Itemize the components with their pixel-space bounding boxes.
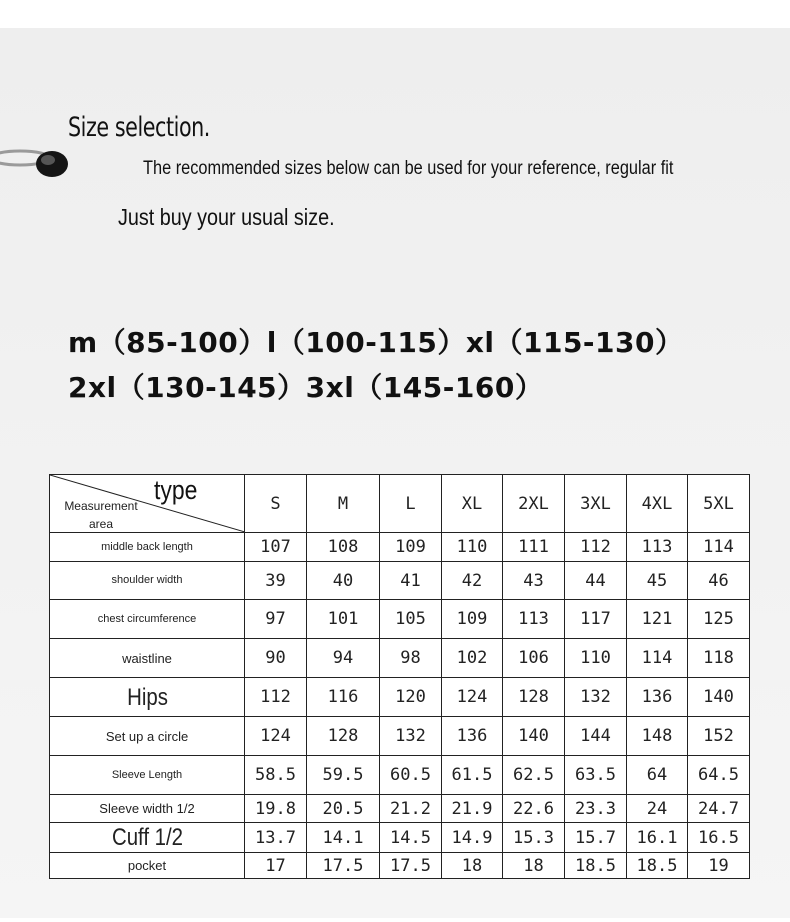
- table-cell: 94: [307, 639, 380, 678]
- table-cell: 17.5: [380, 853, 442, 879]
- size-range-line-2: 2xl（130-145）3xl（145-160）: [68, 371, 544, 404]
- table-cell: 124: [245, 717, 307, 756]
- table-cell: 21.9: [442, 795, 503, 823]
- table-cell: 62.5: [503, 756, 565, 795]
- table-cell: 24: [627, 795, 688, 823]
- table-cell: 24.7: [688, 795, 750, 823]
- table-cell: 63.5: [565, 756, 627, 795]
- table-cell: 18.5: [627, 853, 688, 879]
- table-row: [50, 562, 750, 600]
- table-cell: 128: [307, 717, 380, 756]
- table-cell: 109: [442, 600, 503, 639]
- table-cell: 108: [307, 533, 380, 562]
- row-label: Sleeve Length: [50, 756, 245, 795]
- page-subtitle: The recommended sizes below can be used for your reference, regular fit: [143, 158, 674, 179]
- table-cell: 112: [565, 533, 627, 562]
- table-cell: 112: [245, 678, 307, 717]
- table-cell: 17: [245, 853, 307, 879]
- table-cell: 110: [565, 639, 627, 678]
- column-header: S: [245, 475, 307, 533]
- fit-advice: Just buy your usual size.: [118, 204, 335, 230]
- row-label: waistline: [50, 639, 245, 678]
- table-cell: 106: [503, 639, 565, 678]
- column-header: M: [307, 475, 380, 533]
- size-ranges: [68, 320, 684, 410]
- table-row: [50, 533, 750, 562]
- size-table-body: [50, 533, 750, 879]
- binder-ring-icon: [0, 140, 80, 180]
- table-cell: 59.5: [307, 756, 380, 795]
- table-cell: 98: [380, 639, 442, 678]
- table-cell: 41: [380, 562, 442, 600]
- corner-type-label: type: [154, 475, 198, 505]
- table-cell: 14.9: [442, 823, 503, 853]
- table-cell: 20.5: [307, 795, 380, 823]
- column-header: 5XL: [688, 475, 750, 533]
- table-cell: 128: [503, 678, 565, 717]
- table-cell: 14.1: [307, 823, 380, 853]
- column-header: L: [380, 475, 442, 533]
- table-cell: 105: [380, 600, 442, 639]
- table-cell: 19: [688, 853, 750, 879]
- table-cell: 39: [245, 562, 307, 600]
- table-cell: 22.6: [503, 795, 565, 823]
- size-table: [49, 474, 750, 879]
- corner-cell: [50, 475, 245, 533]
- table-cell: 18: [503, 853, 565, 879]
- table-cell: 118: [688, 639, 750, 678]
- column-header: 3XL: [565, 475, 627, 533]
- table-row: [50, 756, 750, 795]
- table-cell: 121: [627, 600, 688, 639]
- table-cell: 109: [380, 533, 442, 562]
- table-cell: 19.8: [245, 795, 307, 823]
- table-cell: 14.5: [380, 823, 442, 853]
- column-header: 4XL: [627, 475, 688, 533]
- table-cell: 117: [565, 600, 627, 639]
- table-row: [50, 717, 750, 756]
- table-cell: 21.2: [380, 795, 442, 823]
- table-cell: 132: [565, 678, 627, 717]
- page-title: Size selection.: [68, 112, 210, 143]
- table-cell: 152: [688, 717, 750, 756]
- table-cell: 132: [380, 717, 442, 756]
- table-cell: 136: [442, 717, 503, 756]
- table-row: [50, 823, 750, 853]
- table-row: [50, 795, 750, 823]
- row-label: shoulder width: [50, 562, 245, 600]
- table-cell: 140: [503, 717, 565, 756]
- table-cell: 40: [307, 562, 380, 600]
- table-cell: 23.3: [565, 795, 627, 823]
- row-label: chest circumference: [50, 600, 245, 639]
- table-cell: 116: [307, 678, 380, 717]
- table-cell: 18: [442, 853, 503, 879]
- table-cell: 114: [688, 533, 750, 562]
- table-cell: 44: [565, 562, 627, 600]
- table-cell: 46: [688, 562, 750, 600]
- table-cell: 136: [627, 678, 688, 717]
- size-range-line-1: m（85-100）l（100-115）xl（115-130）: [68, 326, 684, 359]
- table-cell: 43: [503, 562, 565, 600]
- table-cell: 58.5: [245, 756, 307, 795]
- table-row: [50, 853, 750, 879]
- table-cell: 15.3: [503, 823, 565, 853]
- table-cell: 144: [565, 717, 627, 756]
- table-cell: 120: [380, 678, 442, 717]
- table-cell: 97: [245, 600, 307, 639]
- column-header: 2XL: [503, 475, 565, 533]
- table-cell: 17.5: [307, 853, 380, 879]
- table-cell: 148: [627, 717, 688, 756]
- table-cell: 114: [627, 639, 688, 678]
- table-cell: 90: [245, 639, 307, 678]
- row-label: Set up a circle: [50, 717, 245, 756]
- table-cell: 64.5: [688, 756, 750, 795]
- table-cell: 60.5: [380, 756, 442, 795]
- table-cell: 102: [442, 639, 503, 678]
- table-cell: 16.1: [627, 823, 688, 853]
- column-header: XL: [442, 475, 503, 533]
- table-cell: 16.5: [688, 823, 750, 853]
- row-label: Cuff 1/2: [64, 823, 230, 853]
- table-row: [50, 678, 750, 717]
- table-row: [50, 600, 750, 639]
- table-row: [50, 639, 750, 678]
- table-cell: 18.5: [565, 853, 627, 879]
- table-cell: 110: [442, 533, 503, 562]
- row-label: Sleeve width 1/2: [50, 795, 245, 823]
- table-cell: 64: [627, 756, 688, 795]
- table-cell: 13.7: [245, 823, 307, 853]
- table-cell: 15.7: [565, 823, 627, 853]
- table-cell: 140: [688, 678, 750, 717]
- table-cell: 45: [627, 562, 688, 600]
- table-cell: 124: [442, 678, 503, 717]
- table-cell: 42: [442, 562, 503, 600]
- table-cell: 125: [688, 600, 750, 639]
- table-cell: 113: [503, 600, 565, 639]
- table-cell: 61.5: [442, 756, 503, 795]
- table-header-row: [50, 475, 750, 533]
- corner-area-label: Measurement area: [64, 499, 138, 531]
- table-cell: 113: [627, 533, 688, 562]
- row-label: Hips: [64, 678, 230, 717]
- row-label: middle back length: [50, 533, 245, 562]
- table-cell: 107: [245, 533, 307, 562]
- row-label: pocket: [50, 853, 245, 879]
- table-cell: 101: [307, 600, 380, 639]
- table-cell: 111: [503, 533, 565, 562]
